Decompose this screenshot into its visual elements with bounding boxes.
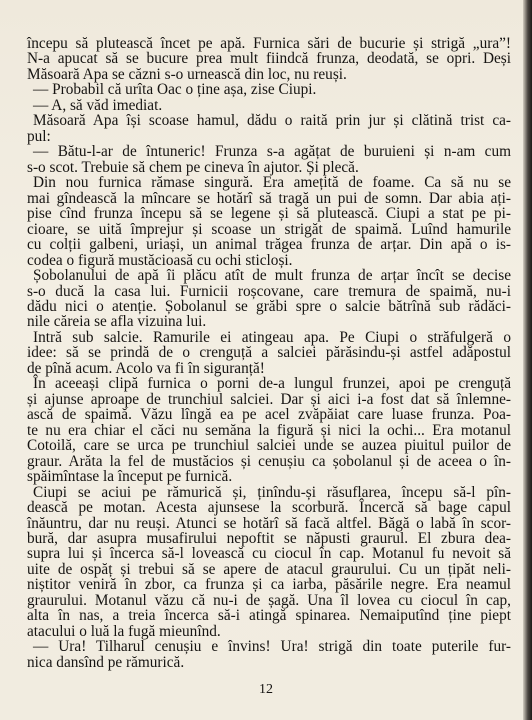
text-line: și ajunse aproape de trunchiul salciei. Dar și aici i-a fost dat să înlemne-	[27, 390, 511, 408]
text-line: Șobolanului de apă îi plăcu atît de mult frunza de arțar încît se decise	[33, 267, 511, 285]
paragraph	[27, 113, 511, 144]
text-line: idee: să se prindă de o crenguță a salciei părăsindu-și astfel adăpostul	[27, 344, 511, 362]
text-line: dească pe motan. Acesta ajunsese la scorbură. Încercă să bage capul	[27, 499, 511, 517]
text-line: Intră sub salcie. Ramurile ei atingeau apa. Pe Ciupi o străfulgeră o	[33, 328, 511, 346]
paragraph	[27, 268, 511, 330]
text-line: cu colții galbeni, uriași, un animal trăgea frunza de arțar. Din apă o is-	[27, 236, 511, 254]
text-line: N-a apucat să se bucure prea mult fiindcă frunza, deodată, se opri. Deși	[27, 50, 511, 68]
text-line: te nu era chiar el căci nu semăna la figură și nici la ochi... Era motanul	[27, 421, 511, 439]
text-line: Măsoară Apa se căzni s-o urnească din loc, nu reuși.	[27, 65, 347, 83]
scan-page-edge	[523, 0, 532, 720]
text-line: Măsoară Apa își scoase hamul, dădu o raită prin jur și clătină trist ca-	[33, 112, 511, 130]
text-line: uite de ospăț și trebui să se apere de atacul graurului. Cu un țipăt neli-	[27, 560, 511, 578]
text-line: înăuntru, dar nu reuși. Atunci se hotărî să facă altfel. Băgă o labă în scor-	[27, 514, 511, 532]
dialogue-paragraph	[27, 98, 511, 113]
body-text	[27, 36, 511, 670]
paragraph	[27, 376, 511, 484]
dialogue-paragraph	[27, 144, 511, 175]
text-line: niștitor veniră în zbor, ca frunza și ca iarba, păsările negre. Era neamul	[27, 576, 511, 594]
text-line: — Probabil că urîta Oac o ține așa, zise Ciupi.	[33, 81, 317, 99]
text-line: bură, dar asupra musafirului nepoftit se năpusti graurul. El zbura dea-	[27, 530, 511, 547]
text-line: nile căreia se afla vizuina lui.	[27, 313, 207, 331]
text-line: — Ura! Tilharul cenușiu e învins! Ura! strigă din toate puterile fur-	[33, 638, 511, 656]
text-line: — A, să văd imediat.	[33, 96, 163, 114]
text-line: În aceeași clipă furnica o porni de-a lungul frunzei, apoi pe crenguță	[33, 375, 511, 393]
text-line: supra lui și încerca să-l lovească cu ciocul în cap. Motanul fu nevoit să	[27, 545, 511, 563]
text-line: spăimîntase la început pe furnică.	[27, 468, 233, 486]
dialogue-paragraph	[27, 639, 511, 670]
text-line: ască de spaimă. Văzu lîngă ea pe acel zvăpăiat care luase frunza. Poa-	[27, 406, 511, 424]
paragraph	[27, 485, 511, 640]
text-line: pul:	[27, 127, 51, 145]
paragraph	[27, 330, 511, 376]
text-line: graur. Arăta la fel de mustăcios și cenușiu ca șobolanul și de aceea o în-	[27, 452, 511, 470]
text-line: Din nou furnica rămase singură. Era amețită de foame. Ca să nu se	[33, 174, 511, 192]
text-line: s-o scot. Trebuie să chem pe cineva în ajutor. Și plecă.	[27, 158, 359, 176]
paragraph	[27, 175, 511, 268]
text-line: Cotoilă, care se urca pe trunchiul salciei unde se auzea piuitul puilor de	[27, 437, 511, 455]
text-line: mai gîndească la mîncare se hotărî să tragă un pui de somn. Dar abia ați-	[27, 189, 511, 207]
text-line: nica dansînd pe rămurică.	[27, 653, 185, 671]
text-line: dădu nici o atenție. Șobolanul se grăbi spre o salcie bătrînă sub rădăci-	[27, 297, 511, 315]
text-line: începu să plutească încet pe apă. Furnica sări de bucurie și strigă „ura”!	[27, 35, 511, 52]
text-line: Ciupi se aciui pe rămurică și, ținîndu-și răsuflarea, începu să-l pîn-	[33, 483, 511, 501]
text-line: alta în nas, a treia încerca să-i atingă spinarea. Nemaiputînd ține piept	[27, 607, 511, 625]
paragraph	[27, 36, 511, 82]
text-line: de pînă acum. Acolo va fi în siguranță!	[27, 359, 265, 377]
dialogue-paragraph	[27, 82, 511, 97]
text-line: pise cînd frunza începu să se legene și să plutească. Ciupi a stat pe pi-	[27, 205, 511, 223]
text-line: atacului o luă la fugă mieunînd.	[27, 622, 221, 640]
text-line: graurului. Motanul văzu că nu-i de șagă. Una îl lovea cu ciocul în cap,	[27, 591, 511, 609]
text-line: — Bătu-l-ar de întuneric! Frunza s-a agățat de buruieni și n-am cum	[33, 143, 511, 161]
text-line: cioare, se uită împrejur și scoase un strigăt de spaimă. Luînd hamurile	[27, 220, 511, 238]
text-line: codea o figură mustăcioasă cu ochi sticloși.	[27, 251, 293, 269]
page-number: 12	[259, 682, 273, 697]
text-line: s-o ducă la casa lui. Furnicii roșcovane, care tremura de spaimă, nu-i	[27, 282, 511, 300]
